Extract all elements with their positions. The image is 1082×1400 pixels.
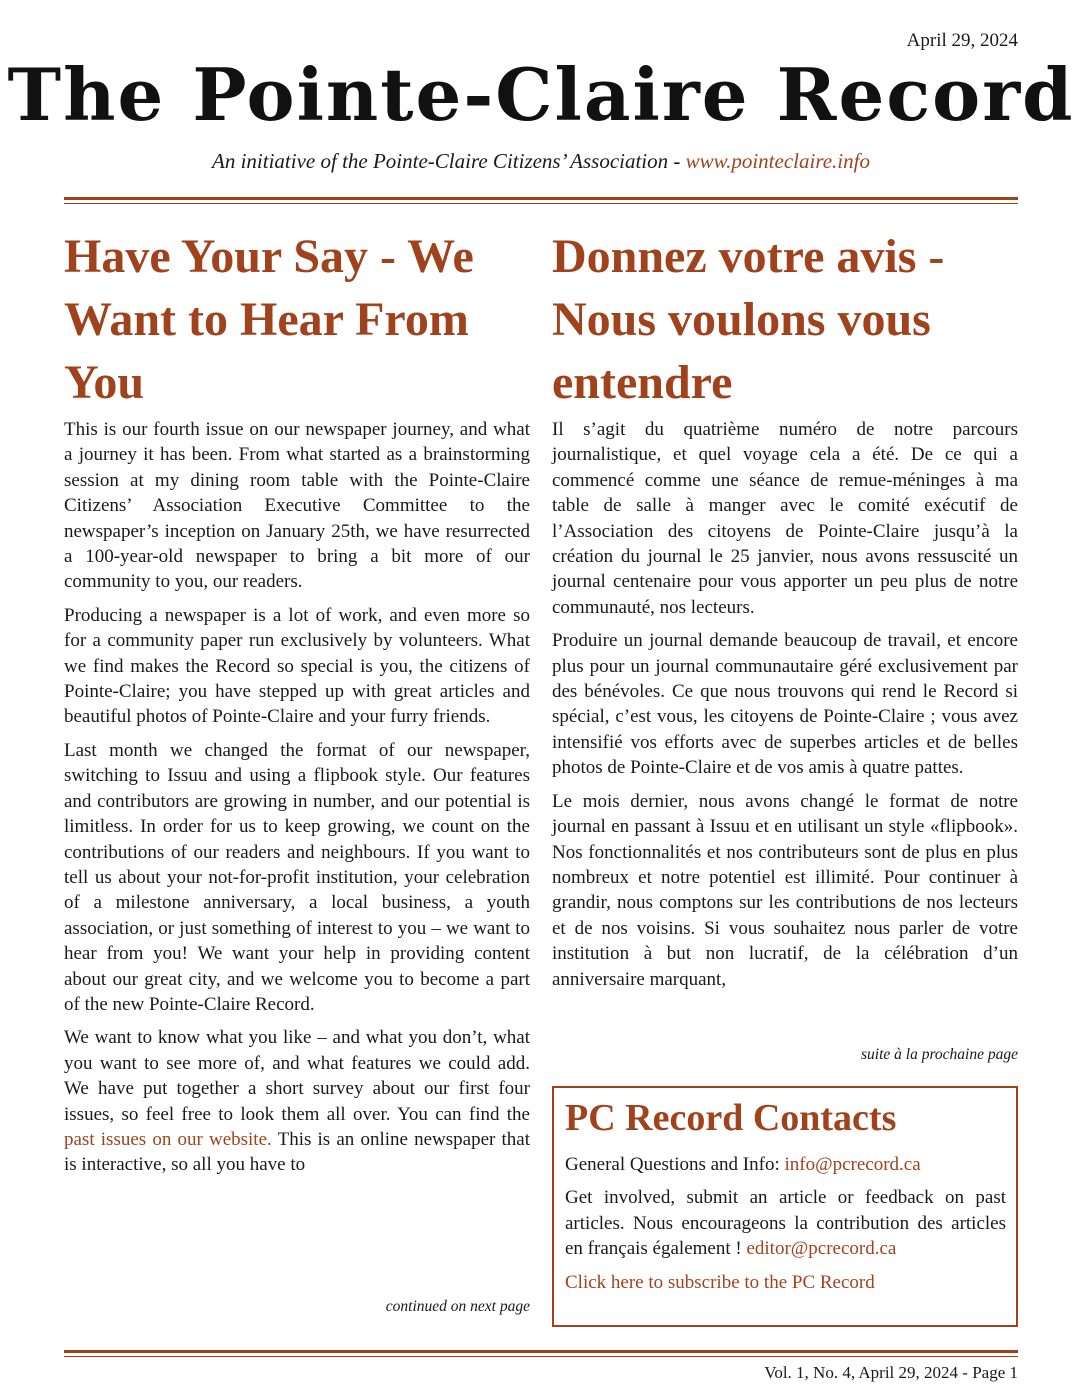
subscribe-link[interactable]: Click here to subscribe to the PC Record xyxy=(565,1271,875,1293)
english-paragraph-4-start: We want to know what you like – and what you don’t, what you want to see more of, and what features we could add. We have put together a short survey about our first four issues, so feel free to look them all over. You can find the xyxy=(64,1027,530,1125)
issue-date: April 29, 2024 xyxy=(906,30,1018,51)
english-paragraph-1: This is our fourth issue on our newspaper journey, and what a journey it has been. From what started as a brainstorming session at my dining room table with the Pointe-Claire Citizens’ Association Executive Committee to the newspaper’s inception on January 25th, we have resurrected a 100-year-old newspaper to bring a bit more of our community to you, our readers. xyxy=(64,419,530,593)
english-paragraph-4 xyxy=(64,1025,530,1177)
french-headline: Donnez votre avis - Nous voulons vous entendre xyxy=(552,230,945,409)
tagline-text: An initiative of the Pointe-Claire Citizens’ Association - xyxy=(212,149,686,173)
english-article xyxy=(64,225,530,1186)
footer-rule xyxy=(64,1350,1018,1353)
tagline-website-link[interactable]: www.pointeclaire.info xyxy=(685,149,870,173)
english-paragraph-2: Producing a newspaper is a lot of work, and even more so for a community paper run exclusively by volunteers. What we find makes the Record so special is you, the citizens of Pointe-Claire; you have stepped up with great articles and beautiful photos of Pointe-Claire and your furry friends. xyxy=(64,604,530,728)
tagline xyxy=(0,149,1082,174)
contacts-title: PC Record Contacts xyxy=(565,1097,897,1139)
page-footer: Vol. 1, No. 4, April 29, 2024 - Page 1 xyxy=(764,1363,1018,1382)
contacts-general-label: General Questions and Info: xyxy=(565,1154,785,1175)
contacts-general xyxy=(565,1152,1006,1177)
footer-rule-thin xyxy=(64,1356,1018,1357)
info-email-link[interactable]: info@pcrecord.ca xyxy=(784,1154,921,1175)
english-continued-note: continued on next page xyxy=(385,1298,530,1315)
masthead-title: The Pointe-Claire Record xyxy=(7,52,1075,137)
past-issues-link[interactable]: past issues on our website. xyxy=(64,1128,272,1150)
french-paragraph-3: Le mois dernier, nous avons changé le format de notre journal en passant à Issuu et en utilisant un style «flipbook». Nos fonctionnalités et nos contributeurs sont de plus en plus nombreux et notre potentiel est illimité. Pour continuer à grandir, nous comptons sur les contributions de nos lecteurs et de nos voisins. Si vous souhaitez nous parler de votre institution à but non lucratif, de la célébration d’un anniversaire marquant, xyxy=(552,790,1018,990)
contacts-subscribe xyxy=(565,1270,1006,1295)
english-headline: Have Your Say - We Want to Hear From You xyxy=(64,230,474,409)
french-paragraph-1: Il s’agit du quatrième numéro de notre parcours journalistique, et quel voyage cela a été. De ce qui a commencé comme une séance de remue-méninges à ma table de salle à manger avec le comité exécutif de l’Association des citoyens de Pointe-Claire jusqu’à la création du journal le 25 janvier, nous avons ressuscité un journal centenaire pour vous apporter un peu plus de notre communauté, nos lecteurs. xyxy=(552,419,1018,618)
header-rule xyxy=(64,197,1018,200)
english-paragraph-4-end: This is an online newspaper that is interactive, so all you have to xyxy=(64,1128,530,1176)
header-rule-thin xyxy=(64,203,1018,204)
english-paragraph-3: Last month we changed the format of our newspaper, switching to Issuu and using a flipbook style. Our features and contributors are growing in number, and our potential is limitless. In order for us to keep growing, we count on the contributions of our readers and neighbours. If you want to tell us about your not-for-profit institution, your celebration of a milestone anniversary, a local business, a youth association, or just something of interest to you – we want to hear from you! We want your help in providing content about our great city, and we welcome you to become a part of the new Pointe-Claire Record. xyxy=(64,739,530,1015)
french-article xyxy=(552,225,1018,1000)
french-paragraph-2: Produire un journal demande beaucoup de travail, et encore plus pour un journal communautaire géré exclusivement par des bénévoles. Ce que nous trouvons qui rend le Record si spécial, c’est vous, les citoyens de Pointe-Claire ; vous avez intensifié vos efforts avec de superbes articles et de belles photos de Pointe-Claire et de vos amis à quatre pattes. xyxy=(552,630,1018,779)
french-continued-note: suite à la prochaine page xyxy=(861,1046,1018,1063)
editor-email-link[interactable]: editor@pcrecord.ca xyxy=(746,1238,897,1260)
contacts-get-involved-text: Get involved, submit an article or feedback on past articles. Nous encourageons la contribution des articles en français également ! xyxy=(565,1187,1006,1260)
contacts-box xyxy=(552,1086,1018,1327)
contacts-get-involved xyxy=(565,1185,1006,1261)
